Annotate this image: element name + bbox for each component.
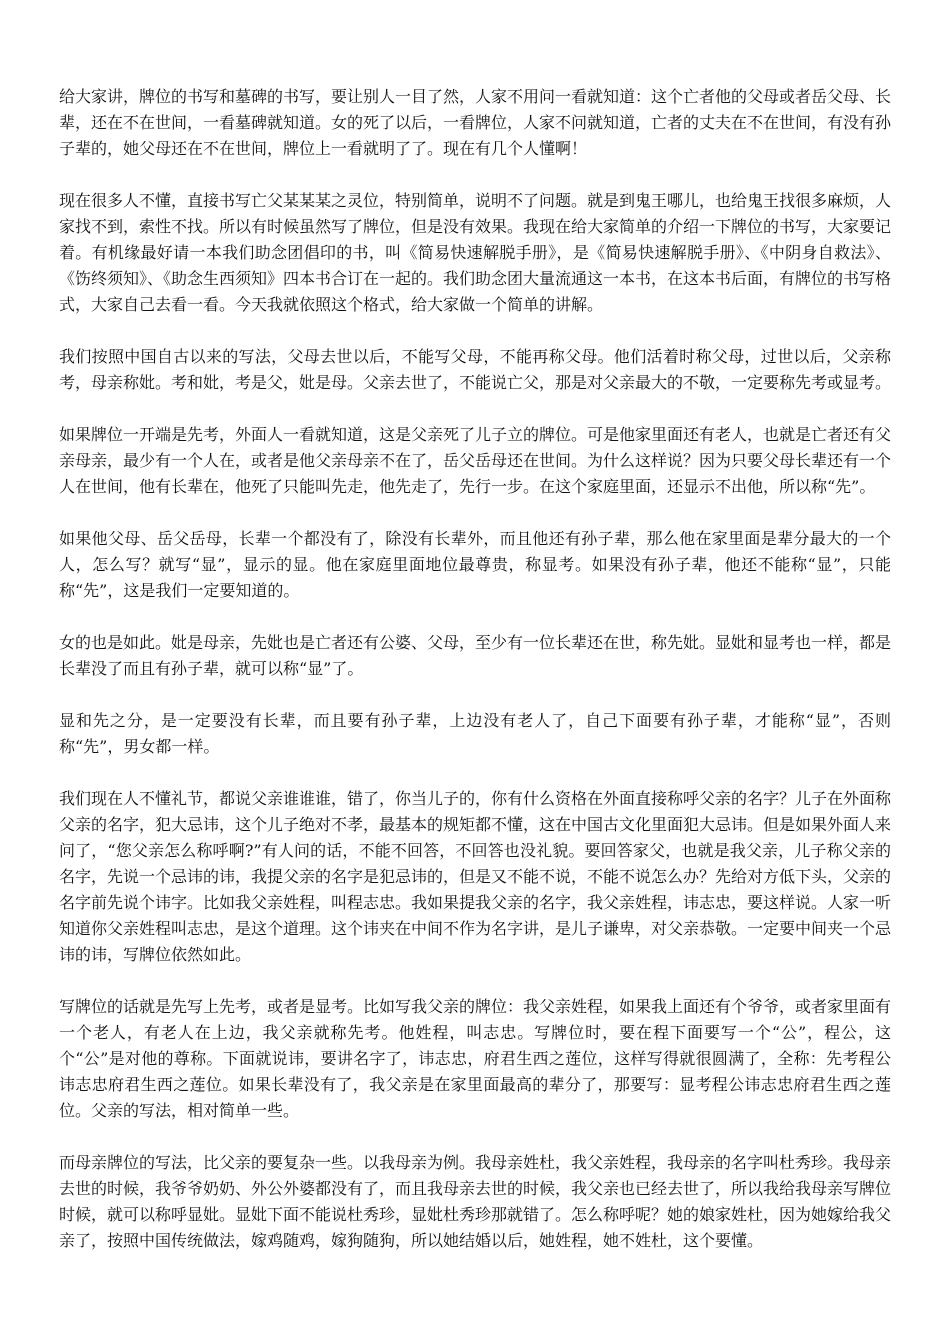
paragraph: 而母亲牌位的写法，比父亲的要复杂一些。以我母亲为例。我母亲姓杜，我父亲姓程，我母亲的名字叫杜秀珍。我母亲去世的时候，我爷爷奶奶、外公外婆都没有了，而且我母亲去世的时候，我父亲也已经去世了，所以我给我母亲写牌位时候，就可以称呼显妣。显妣下面不能说杜秀珍，显妣杜秀珍那就错了。怎么称呼呢？她的娘家姓杜，因为她嫁给我父亲了，按照中国传统做法，嫁鸡随鸡，嫁狗随狗，所以她结婚以后，她姓程，她不姓杜，这个要懂。 [59, 1153, 892, 1250]
paragraph: 我们现在人不懂礼节，都说父亲谁谁谁，错了，你当儿子的，你有什么资格在外面直接称呼父亲的名字？儿子在外面称父亲的名字，犯大忌讳，这个儿子绝对不孝，最基本的规矩都不懂，这在中国古文化里面犯大忌讳。但是如果外面人来问了，“您父亲怎么称呼啊?”有人问的话，不能不回答，不回答也没礼貌。要回答家父，也就是我父亲，儿子称父亲的名字，先说一个忌讳的讳，我提父亲的名字是犯忌讳的，但是又不能不说，不能不说怎么办？先给对方低下头，父亲的名字前先说个讳字。比如我父亲姓程，叫程志忠。我如果提我父亲的名字，我父亲姓程，讳志忠，要这样说。人家一听知道你父亲姓程叫志忠，是这个道理。这个讳夹在中间不作为名字讲，是儿子谦卑，对父亲恭敬。一定要中间夹一个忌讳的讳，写牌位依然如此。 [59, 789, 892, 964]
paragraph: 女的也是如此。妣是母亲，先妣也是亡者还有公婆、父母，至少有一位长辈还在世，称先妣。显妣和显考也一样，都是长辈没了而且有孙子辈，就可以称“显”了。 [59, 633, 892, 678]
paragraph: 写牌位的话就是先写上先考，或者是显考。比如写我父亲的牌位：我父亲姓程，如果我上面还有个爷爷，或者家里面有一个老人，有老人在上边，我父亲就称先考。他姓程，叫志忠。写牌位时，要在程下面要写一个“公”，程公，这个“公”是对他的尊称。下面就说讳，要讲名字了，讳志忠，府君生西之莲位，这样写得就很圆满了，全称：先考程公讳志忠府君生西之莲位。如果长辈没有了，我父亲是在家里面最高的辈分了，那要写：显考程公讳志忠府君生西之莲位。父亲的写法，相对简单一些。 [59, 997, 892, 1120]
paragraph: 显和先之分，是一定要没有长辈，而且要有孙子辈，上边没有老人了，自己下面要有孙子辈，才能称“显”，否则称“先”，男女都一样。 [59, 711, 891, 756]
paragraph: 我们按照中国自古以来的写法，父母去世以后，不能写父母，不能再称父母。他们活着时称父母，过世以后，父亲称考，母亲称妣。考和妣，考是父，妣是母。父亲去世了，不能说亡父，那是对父亲最大的不敬，一定要称先考或显考。 [59, 347, 892, 392]
paragraph: 给大家讲，牌位的书写和墓碑的书写，要让别人一目了然，人家不用问一看就知道：这个亡者他的父母或者岳父母、长辈，还在不在世间，一看墓碑就知道。女的死了以后，一看牌位，人家不问就知道，亡者的丈夫在不在世间，有没有孙子辈的，她父母还在不在世间，牌位上一看就明了了。现在有几个人懂啊！ [59, 87, 892, 158]
document-body [59, 84, 891, 1280]
paragraph: 现在很多人不懂，直接书写亡父某某某之灵位，特别简单，说明不了问题。就是到鬼王哪儿，也给鬼王找很多麻烦，人家找不到，索性不找。所以有时候虽然写了牌位，但是没有效果。我现在给大家简单的介绍一下牌位的书写，大家要记着。有机缘最好请一本我们助念团倡印的书，叫《简易快速解脱手册》，是《简易快速解脱手册》、《中阴身自救法》、《饬终须知》、《助念生西须知》四本书合订在一起的。我们助念团大量流通这一本书，在这本书后面，有牌位的书写格式，大家自己去看一看。今天我就依照这个格式，给大家做一个简单的讲解。 [59, 191, 892, 314]
paragraph: 如果他父母、岳父岳母，长辈一个都没有了，除没有长辈外，而且他还有孙子辈，那么他在家里面是辈分最大的一个人，怎么写？就写“显”，显示的显。他在家庭里面地位最尊贵，称显考。如果没有孙子辈，他还不能称“显”，只能称“先”，这是我们一定要知道的。 [59, 529, 891, 600]
paragraph: 如果牌位一开端是先考，外面人一看就知道，这是父亲死了儿子立的牌位。可是他家里面还有老人，也就是亡者还有父亲母亲，最少有一个人在，或者是他父亲母亲不在了，岳父岳母还在世间。为什么这样说？因为只要父母长辈还有一个人在世间，他有长辈在，他死了只能叫先走，他先走了，先行一步。在这个家庭里面，还显示不出他，所以称“先”。 [59, 425, 892, 496]
